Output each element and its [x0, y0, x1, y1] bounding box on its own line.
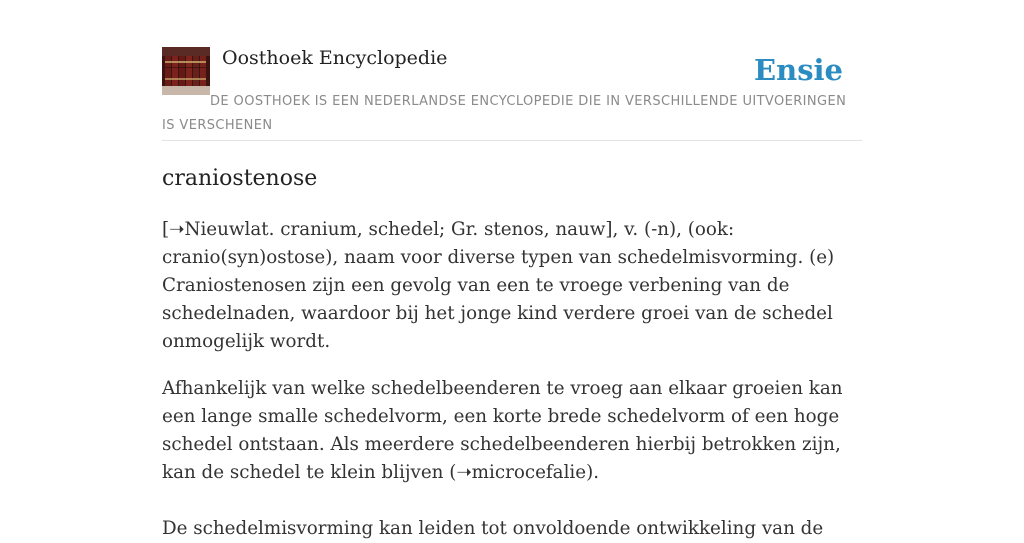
site-tagline: DE OOSTHOEK IS EEN NEDERLANDSE ENCYCLOPEDIE DIE IN VERSCHILLENDE UITVOERINGEN IS VERSCHENEN [162, 94, 847, 133]
article-paragraph-3: De schedelmisvorming kan leiden tot onvoldoende ontwikkeling van de [162, 518, 824, 539]
site-header [162, 46, 862, 141]
article [162, 160, 864, 543]
article-headword: craniostenose [162, 166, 318, 191]
site-title[interactable]: Oosthoek Encyclopedie [222, 47, 448, 69]
ensie-logo[interactable]: Ensie [754, 53, 843, 87]
article-paragraph-1: [➝Nieuwlat. cranium, schedel; Gr. stenos, nauw], v. (-n), (ook: cranio(syn)ostose), naam voor diverse typen van schedelmisvorming. (e) Craniostenosen zijn een gevolg van een te vroege verbening van de schedelnaden, waardoor bij het jonge kind verdere groei van de schedel onmogelijk wordt. [162, 219, 835, 352]
bookshelf-avatar-icon[interactable] [162, 47, 210, 95]
article-paragraph-2: Afhankelijk van welke schedelbeenderen te vroeg aan elkaar groeien kan een lange smalle schedelvorm, een korte brede schedelvorm of een hoge schedel ontstaan. Als meerdere schedelbeenderen hierbij betrokken zijn, kan de schedel te klein blijven (➝microcefalie). [162, 378, 843, 483]
